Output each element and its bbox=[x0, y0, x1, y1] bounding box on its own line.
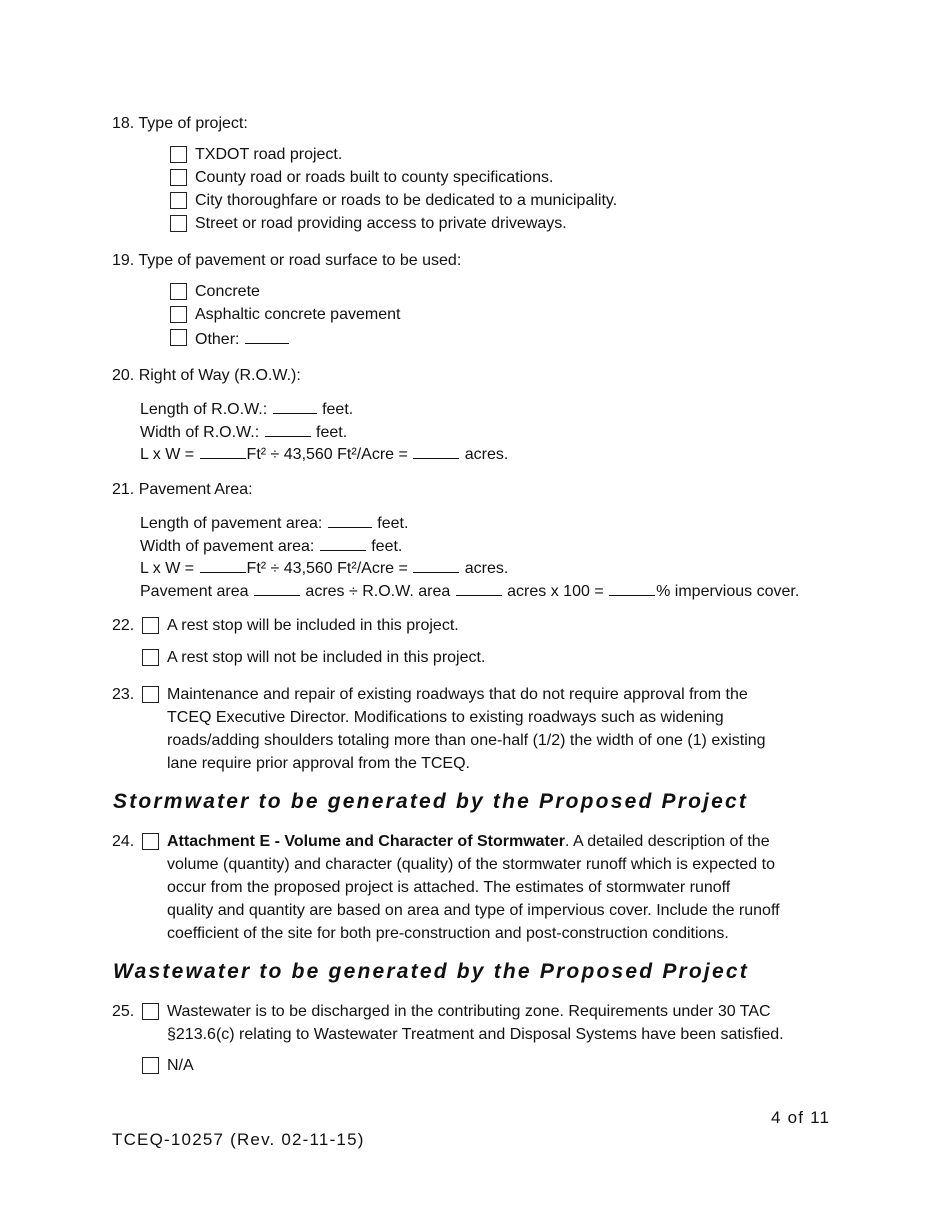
q25-number: 25. bbox=[112, 1003, 135, 1020]
row-area-line: L x W = Ft² ÷ 43,560 Ft²/Acre = acres. bbox=[140, 443, 508, 465]
q22-option-included: A rest stop will be included in this project. bbox=[167, 617, 459, 634]
q24-number: 24. bbox=[112, 833, 135, 850]
q20-label: 20. Right of Way (R.O.W.): bbox=[112, 367, 301, 384]
row-area-acres-blank[interactable] bbox=[456, 580, 502, 596]
q25-checkbox[interactable] bbox=[142, 1003, 159, 1020]
section-heading-wastewater: Wastewater to be generated by the Proposed Project bbox=[113, 960, 749, 983]
pav-width-blank[interactable] bbox=[320, 535, 366, 551]
q22-option-not-included: A rest stop will not be included in this project. bbox=[167, 649, 486, 666]
row-length-blank[interactable] bbox=[273, 398, 317, 414]
q18-checkbox-txdot[interactable] bbox=[170, 146, 187, 163]
pav-acres-blank[interactable] bbox=[413, 557, 459, 573]
q19-option-other: Other: bbox=[195, 328, 290, 350]
q18-option-street: Street or road providing access to private driveways. bbox=[195, 215, 567, 232]
q25-text: Wastewater is to be discharged in the contributing zone. Requirements under 30 TAC §213.6(c) relating to Wastewater Treatment and Disposal Systems have been satisfied. bbox=[167, 1003, 784, 1043]
q19-checkbox-asphalt[interactable] bbox=[170, 306, 187, 323]
row-acres-blank[interactable] bbox=[413, 443, 459, 459]
q23-checkbox[interactable] bbox=[142, 686, 159, 703]
q22-checkbox-not-included[interactable] bbox=[142, 649, 159, 666]
q18-checkbox-city[interactable] bbox=[170, 192, 187, 209]
q21-label: 21. Pavement Area: bbox=[112, 481, 253, 498]
pav-width-line: Width of pavement area: feet. bbox=[140, 535, 402, 557]
q22-number: 22. bbox=[112, 617, 135, 634]
q24-text: Attachment E - Volume and Character of Stormwater. A detailed description of the volume (quantity) and character (quality) of the stormwater runoff which is expected to occur from the proposed project is attached. The estimates of stormwater runoff quality and quantity are based on area and type of impervious cover. Include the runoff coefficient of the site for both pre-construction and post-construction conditions. bbox=[167, 833, 780, 942]
pav-lxw-blank[interactable] bbox=[200, 557, 246, 573]
pav-length-blank[interactable] bbox=[328, 512, 372, 528]
q18-checkbox-street[interactable] bbox=[170, 215, 187, 232]
q18-label: 18. Type of project: bbox=[112, 115, 248, 132]
pav-length-line: Length of pavement area: feet. bbox=[140, 512, 408, 534]
impervious-cover-line: Pavement area acres ÷ R.O.W. area acres x 100 = % impervious cover. bbox=[140, 580, 799, 602]
q18-option-county: County road or roads built to county specifications. bbox=[195, 169, 554, 186]
q23-number: 23. bbox=[112, 686, 135, 703]
q18-option-txdot: TXDOT road project. bbox=[195, 146, 343, 163]
impervious-percent-blank[interactable] bbox=[609, 580, 655, 596]
q19-checkbox-concrete[interactable] bbox=[170, 283, 187, 300]
page-number: 4 of 11 bbox=[771, 1108, 831, 1127]
q18-checkbox-county[interactable] bbox=[170, 169, 187, 186]
other-blank[interactable] bbox=[245, 328, 289, 344]
q19-label: 19. Type of pavement or road surface to be used: bbox=[112, 252, 462, 269]
row-lxw-blank[interactable] bbox=[200, 443, 246, 459]
q25-checkbox-na[interactable] bbox=[142, 1057, 159, 1074]
form-id: TCEQ-10257 (Rev. 02-11-15) bbox=[112, 1130, 365, 1149]
row-width-line: Width of R.O.W.: feet. bbox=[140, 421, 347, 443]
row-width-blank[interactable] bbox=[265, 421, 311, 437]
pav-area-line: L x W = Ft² ÷ 43,560 Ft²/Acre = acres. bbox=[140, 557, 508, 579]
pav-area-acres-blank[interactable] bbox=[254, 580, 300, 596]
row-length-line: Length of R.O.W.: feet. bbox=[140, 398, 353, 420]
q24-checkbox[interactable] bbox=[142, 833, 159, 850]
q23-text: Maintenance and repair of existing roadways that do not require approval from the TCEQ Executive Director. Modifications to existing roadways such as widening roads/adding shoulders totaling more than one-half (1/2) the width of one (1) existing lane require prior approval from the TCEQ. bbox=[167, 686, 766, 772]
q19-option-asphalt: Asphaltic concrete pavement bbox=[195, 306, 401, 323]
q22-checkbox-included[interactable] bbox=[142, 617, 159, 634]
q18-option-city: City thoroughfare or roads to be dedicated to a municipality. bbox=[195, 192, 618, 209]
q25-option-na: N/A bbox=[167, 1057, 194, 1074]
q19-option-concrete: Concrete bbox=[195, 283, 260, 300]
q19-checkbox-other[interactable] bbox=[170, 329, 187, 346]
section-heading-stormwater: Stormwater to be generated by the Proposed Project bbox=[113, 790, 749, 813]
